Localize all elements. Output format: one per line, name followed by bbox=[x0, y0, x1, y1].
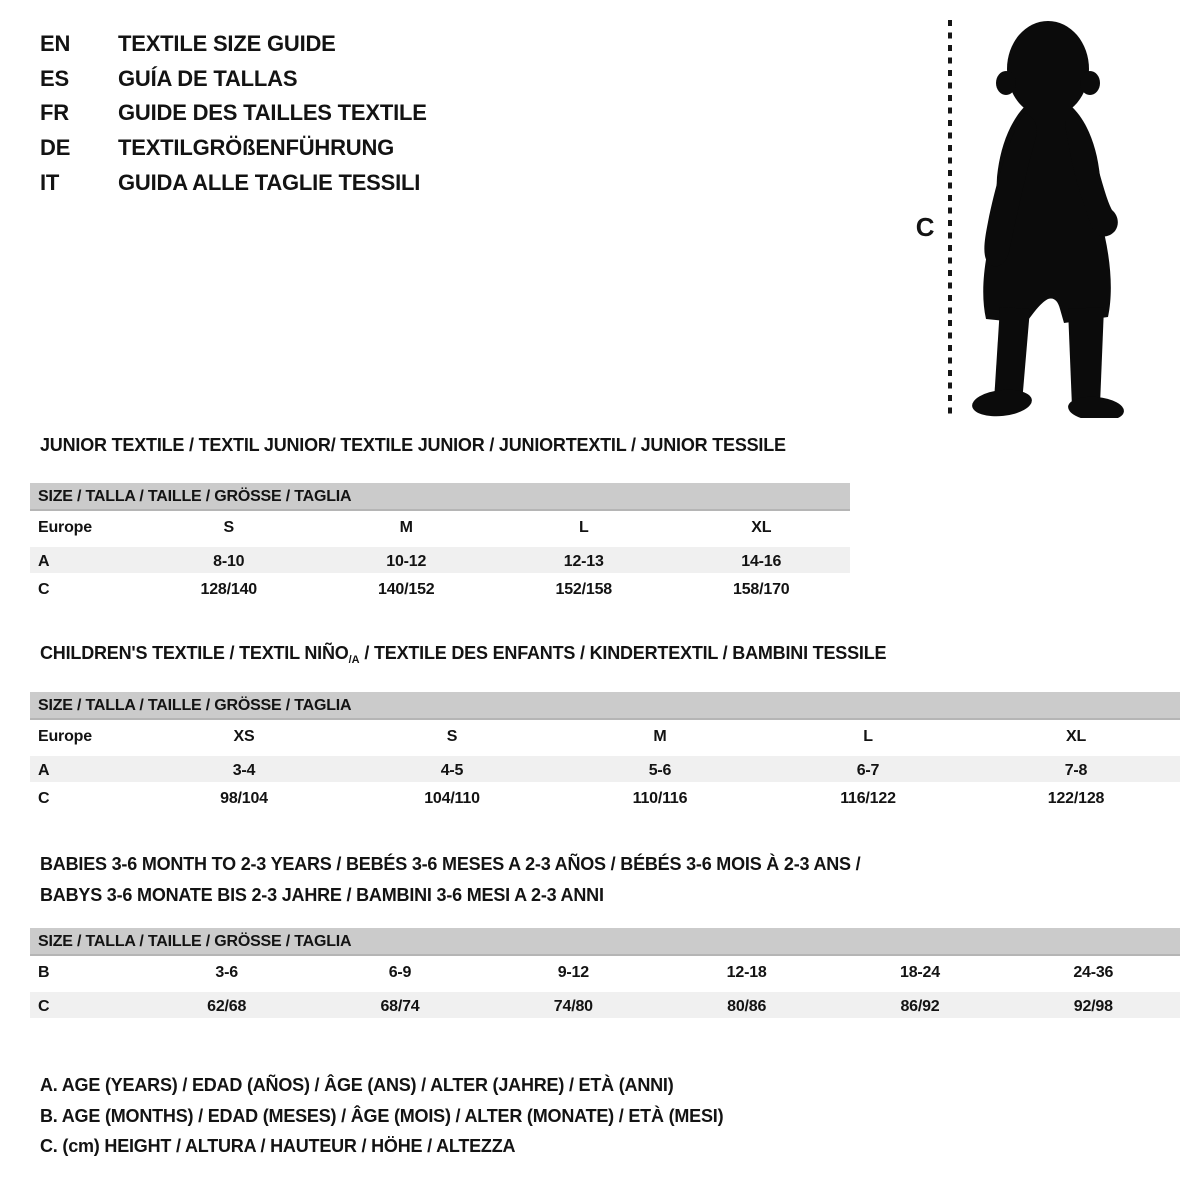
junior-size-table bbox=[30, 483, 850, 605]
size-table-header: SIZE / TALLA / TAILLE / GRÖSSE / TAGLIA bbox=[30, 692, 1180, 720]
value-cell: 158/170 bbox=[733, 581, 790, 598]
children-heading-pre: CHILDREN'S TEXTILE / TEXTIL NIÑO bbox=[40, 643, 349, 663]
value-cell: 104/110 bbox=[424, 790, 480, 807]
size-cell: L bbox=[578, 519, 589, 536]
junior-section-heading: JUNIOR TEXTILE / TEXTIL JUNIOR/ TEXTILE JUNIOR / JUNIORTEXTIL / JUNIOR TESSILE bbox=[40, 435, 786, 455]
value-cell: 7-8 bbox=[1064, 762, 1088, 779]
language-title: TEXTILE SIZE GUIDE bbox=[118, 31, 336, 56]
language-code: DE bbox=[40, 135, 71, 161]
row-label-cell: C bbox=[38, 581, 50, 598]
value-cell: 6-7 bbox=[856, 762, 880, 779]
table-row-months bbox=[30, 956, 1180, 990]
size-cell: M bbox=[653, 728, 667, 745]
size-table-header: SIZE / TALLA / TAILLE / GRÖSSE / TAGLIA bbox=[30, 483, 850, 511]
babies-heading-line2: BABYS 3-6 MONATE BIS 2-3 JAHRE / BAMBINI 3-6 MESI A 2-3 ANNI bbox=[40, 885, 604, 905]
language-code: IT bbox=[40, 169, 60, 195]
value-cell: 80/86 bbox=[727, 998, 767, 1015]
size-cell: XL bbox=[751, 519, 772, 536]
babies-section-heading bbox=[40, 849, 860, 911]
size-cell: S bbox=[223, 519, 234, 536]
size-table-header: SIZE / TALLA / TAILLE / GRÖSSE / TAGLIA bbox=[30, 928, 1180, 956]
language-row-en bbox=[40, 27, 427, 62]
table-row-age bbox=[30, 545, 850, 575]
value-cell: 18-24 bbox=[900, 964, 940, 981]
babies-size-table bbox=[30, 928, 1180, 1020]
height-measure-label: C bbox=[915, 212, 935, 242]
region-label-cell: Europe bbox=[38, 728, 92, 745]
value-cell: 116/122 bbox=[840, 790, 896, 807]
value-cell: 62/68 bbox=[207, 998, 247, 1015]
value-cell: 140/152 bbox=[378, 581, 435, 598]
value-cell: 86/92 bbox=[900, 998, 940, 1015]
value-cell: 128/140 bbox=[200, 581, 257, 598]
table-row-sizes bbox=[30, 720, 1180, 754]
value-cell: 12-13 bbox=[563, 553, 604, 570]
legend-line-c: C. (cm) HEIGHT / ALTURA / HAUTEUR / HÖHE / ALTEZZA bbox=[40, 1136, 516, 1156]
language-row-fr bbox=[40, 96, 427, 131]
value-cell: 74/80 bbox=[553, 998, 593, 1015]
value-cell: 8-10 bbox=[213, 553, 245, 570]
table-row-age bbox=[30, 754, 1180, 784]
language-row-es bbox=[40, 62, 427, 97]
value-cell: 152/158 bbox=[555, 581, 612, 598]
table-row-height bbox=[30, 575, 850, 605]
value-cell: 68/74 bbox=[380, 998, 420, 1015]
table-row-sizes bbox=[30, 511, 850, 545]
value-cell: 24-36 bbox=[1073, 964, 1114, 981]
value-cell: 6-9 bbox=[388, 964, 412, 981]
size-cell: S bbox=[446, 728, 458, 745]
size-cell: XS bbox=[233, 728, 255, 745]
height-measure-figure bbox=[900, 0, 1160, 430]
babies-heading-line1: BABIES 3-6 MONTH TO 2-3 YEARS / BEBÉS 3-6 MESES A 2-3 AÑOS / BÉBÉS 3-6 MOIS À 2-3 ANS / bbox=[40, 854, 861, 874]
children-section-heading bbox=[40, 643, 886, 666]
toddler-silhouette-image bbox=[960, 16, 1140, 418]
table-row-height bbox=[30, 784, 1180, 814]
language-row-it bbox=[40, 166, 427, 201]
measurement-legend bbox=[40, 1070, 723, 1162]
language-title: TEXTILGRÖßENFÜHRUNG bbox=[118, 135, 395, 161]
size-cell: M bbox=[399, 519, 413, 536]
value-cell: 110/116 bbox=[632, 790, 688, 807]
value-cell: 92/98 bbox=[1073, 998, 1113, 1015]
language-code: ES bbox=[40, 65, 69, 91]
language-code: FR bbox=[40, 100, 69, 126]
value-cell: 12-18 bbox=[726, 964, 767, 981]
language-title: GUIDA ALLE TAGLIE TESSILI bbox=[118, 169, 421, 195]
value-cell: 3-6 bbox=[215, 964, 238, 981]
language-title: GUIDE DES TAILLES TEXTILE bbox=[118, 100, 427, 126]
language-title: GUÍA DE TALLAS bbox=[118, 65, 298, 91]
legend-line-b: B. AGE (MONTHS) / EDAD (MESES) / ÂGE (MOIS) / ALTER (MONATE) / ETÀ (MESI) bbox=[40, 1105, 724, 1126]
size-cell: L bbox=[863, 728, 873, 745]
row-label-cell: B bbox=[38, 964, 50, 981]
value-cell: 4-5 bbox=[440, 762, 464, 779]
table-row-height bbox=[30, 990, 1180, 1020]
value-cell: 98/104 bbox=[220, 790, 268, 807]
row-label-cell: A bbox=[38, 762, 50, 779]
value-cell: 3-4 bbox=[232, 762, 256, 779]
value-cell: 10-12 bbox=[386, 553, 427, 570]
row-label-cell: A bbox=[38, 553, 50, 570]
value-cell: 122/128 bbox=[1047, 790, 1105, 807]
row-label-cell: C bbox=[38, 790, 50, 807]
value-cell: 5-6 bbox=[648, 762, 672, 779]
children-heading-post: / TEXTILE DES ENFANTS / KINDERTEXTIL / BAMBINI TESSILE bbox=[359, 643, 887, 663]
row-label-cell: C bbox=[38, 998, 50, 1015]
size-cell: XL bbox=[1065, 728, 1087, 745]
value-cell: 14-16 bbox=[741, 553, 782, 570]
children-heading-sub: /A bbox=[348, 654, 360, 666]
language-title-list bbox=[40, 27, 427, 201]
value-cell: 9-12 bbox=[557, 964, 589, 981]
height-dashed-line bbox=[948, 20, 952, 416]
region-label-cell: Europe bbox=[38, 519, 92, 536]
language-row-de bbox=[40, 131, 427, 166]
language-code: EN bbox=[40, 31, 71, 56]
legend-line-a: A. AGE (YEARS) / EDAD (AÑOS) / ÂGE (ANS) / ALTER (JAHRE) / ETÀ (ANNI) bbox=[40, 1075, 674, 1095]
children-size-table bbox=[30, 692, 1180, 814]
